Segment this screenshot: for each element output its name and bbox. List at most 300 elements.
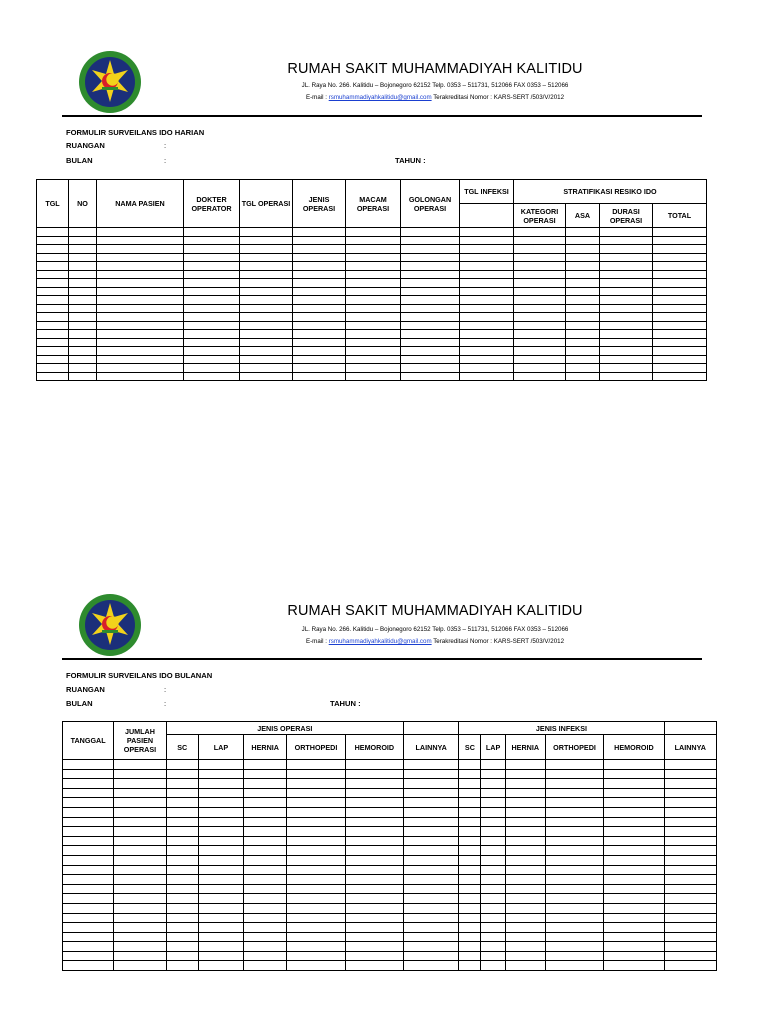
blank-cell[interactable]	[293, 287, 346, 296]
blank-cell[interactable]	[244, 875, 287, 885]
blank-cell[interactable]	[545, 942, 603, 952]
blank-cell[interactable]	[505, 894, 545, 904]
blank-cell[interactable]	[460, 321, 514, 330]
blank-cell[interactable]	[545, 932, 603, 942]
blank-cell[interactable]	[481, 760, 505, 770]
blank-cell[interactable]	[184, 279, 240, 288]
blank-cell[interactable]	[114, 817, 166, 827]
blank-cell[interactable]	[505, 875, 545, 885]
blank-cell[interactable]	[653, 355, 707, 364]
blank-cell[interactable]	[293, 245, 346, 254]
blank-cell[interactable]	[287, 779, 345, 789]
blank-cell[interactable]	[481, 779, 505, 789]
blank-cell[interactable]	[401, 330, 460, 339]
blank-cell[interactable]	[346, 364, 401, 373]
blank-cell[interactable]	[287, 798, 345, 808]
blank-cell[interactable]	[287, 894, 345, 904]
blank-cell[interactable]	[198, 903, 243, 913]
blank-cell[interactable]	[653, 347, 707, 356]
blank-cell[interactable]	[604, 788, 664, 798]
blank-cell[interactable]	[600, 304, 653, 313]
blank-cell[interactable]	[404, 913, 459, 923]
blank-cell[interactable]	[166, 894, 198, 904]
blank-cell[interactable]	[566, 364, 600, 373]
blank-cell[interactable]	[166, 855, 198, 865]
blank-cell[interactable]	[69, 313, 97, 322]
blank-cell[interactable]	[63, 846, 114, 856]
blank-cell[interactable]	[244, 865, 287, 875]
blank-cell[interactable]	[481, 951, 505, 961]
blank-cell[interactable]	[514, 236, 566, 245]
blank-cell[interactable]	[600, 364, 653, 373]
blank-cell[interactable]	[346, 304, 401, 313]
blank-cell[interactable]	[184, 228, 240, 237]
blank-cell[interactable]	[293, 262, 346, 271]
blank-cell[interactable]	[653, 228, 707, 237]
blank-cell[interactable]	[240, 330, 293, 339]
blank-cell[interactable]	[460, 245, 514, 254]
blank-cell[interactable]	[293, 330, 346, 339]
blank-cell[interactable]	[404, 942, 459, 952]
blank-cell[interactable]	[37, 321, 69, 330]
blank-cell[interactable]	[514, 287, 566, 296]
blank-cell[interactable]	[481, 884, 505, 894]
blank-cell[interactable]	[401, 304, 460, 313]
blank-cell[interactable]	[653, 330, 707, 339]
blank-cell[interactable]	[459, 913, 481, 923]
blank-cell[interactable]	[566, 262, 600, 271]
blank-cell[interactable]	[514, 253, 566, 262]
blank-cell[interactable]	[545, 827, 603, 837]
blank-cell[interactable]	[600, 262, 653, 271]
blank-cell[interactable]	[505, 855, 545, 865]
blank-cell[interactable]	[97, 228, 184, 237]
blank-cell[interactable]	[244, 788, 287, 798]
blank-cell[interactable]	[37, 253, 69, 262]
blank-cell[interactable]	[69, 338, 97, 347]
blank-cell[interactable]	[460, 313, 514, 322]
blank-cell[interactable]	[345, 798, 403, 808]
blank-cell[interactable]	[287, 923, 345, 933]
blank-cell[interactable]	[545, 903, 603, 913]
blank-cell[interactable]	[653, 313, 707, 322]
blank-cell[interactable]	[114, 807, 166, 817]
blank-cell[interactable]	[240, 364, 293, 373]
blank-cell[interactable]	[481, 942, 505, 952]
blank-cell[interactable]	[604, 855, 664, 865]
blank-cell[interactable]	[97, 321, 184, 330]
blank-cell[interactable]	[69, 270, 97, 279]
blank-cell[interactable]	[505, 769, 545, 779]
blank-cell[interactable]	[653, 262, 707, 271]
blank-cell[interactable]	[401, 262, 460, 271]
blank-cell[interactable]	[481, 817, 505, 827]
blank-cell[interactable]	[604, 894, 664, 904]
blank-cell[interactable]	[293, 270, 346, 279]
blank-cell[interactable]	[244, 827, 287, 837]
blank-cell[interactable]	[293, 364, 346, 373]
blank-cell[interactable]	[63, 875, 114, 885]
email-link[interactable]: rsmuhammadiyahkalitidu@gmail.com	[328, 94, 432, 101]
blank-cell[interactable]	[244, 961, 287, 971]
blank-cell[interactable]	[37, 279, 69, 288]
blank-cell[interactable]	[653, 287, 707, 296]
blank-cell[interactable]	[566, 372, 600, 381]
blank-cell[interactable]	[481, 855, 505, 865]
blank-cell[interactable]	[545, 875, 603, 885]
blank-cell[interactable]	[505, 807, 545, 817]
blank-cell[interactable]	[664, 798, 716, 808]
blank-cell[interactable]	[600, 287, 653, 296]
blank-cell[interactable]	[401, 296, 460, 305]
blank-cell[interactable]	[184, 296, 240, 305]
blank-cell[interactable]	[404, 855, 459, 865]
blank-cell[interactable]	[566, 313, 600, 322]
blank-cell[interactable]	[401, 321, 460, 330]
blank-cell[interactable]	[37, 228, 69, 237]
blank-cell[interactable]	[345, 769, 403, 779]
blank-cell[interactable]	[566, 338, 600, 347]
blank-cell[interactable]	[459, 894, 481, 904]
blank-cell[interactable]	[514, 245, 566, 254]
blank-cell[interactable]	[287, 817, 345, 827]
blank-cell[interactable]	[566, 287, 600, 296]
blank-cell[interactable]	[345, 836, 403, 846]
blank-cell[interactable]	[240, 279, 293, 288]
blank-cell[interactable]	[514, 372, 566, 381]
blank-cell[interactable]	[404, 836, 459, 846]
blank-cell[interactable]	[404, 798, 459, 808]
blank-cell[interactable]	[600, 372, 653, 381]
blank-cell[interactable]	[184, 313, 240, 322]
blank-cell[interactable]	[664, 923, 716, 933]
blank-cell[interactable]	[114, 846, 166, 856]
blank-cell[interactable]	[459, 932, 481, 942]
blank-cell[interactable]	[505, 798, 545, 808]
blank-cell[interactable]	[664, 855, 716, 865]
blank-cell[interactable]	[505, 836, 545, 846]
blank-cell[interactable]	[184, 330, 240, 339]
blank-cell[interactable]	[166, 923, 198, 933]
blank-cell[interactable]	[198, 855, 243, 865]
blank-cell[interactable]	[184, 287, 240, 296]
blank-cell[interactable]	[346, 330, 401, 339]
blank-cell[interactable]	[287, 875, 345, 885]
blank-cell[interactable]	[345, 865, 403, 875]
blank-cell[interactable]	[114, 875, 166, 885]
blank-cell[interactable]	[401, 338, 460, 347]
blank-cell[interactable]	[514, 330, 566, 339]
blank-cell[interactable]	[345, 817, 403, 827]
blank-cell[interactable]	[566, 321, 600, 330]
blank-cell[interactable]	[97, 364, 184, 373]
blank-cell[interactable]	[345, 760, 403, 770]
blank-cell[interactable]	[460, 355, 514, 364]
blank-cell[interactable]	[97, 262, 184, 271]
blank-cell[interactable]	[653, 321, 707, 330]
blank-cell[interactable]	[240, 347, 293, 356]
blank-cell[interactable]	[481, 923, 505, 933]
blank-cell[interactable]	[166, 875, 198, 885]
blank-cell[interactable]	[346, 313, 401, 322]
blank-cell[interactable]	[505, 913, 545, 923]
blank-cell[interactable]	[664, 807, 716, 817]
blank-cell[interactable]	[545, 961, 603, 971]
blank-cell[interactable]	[97, 245, 184, 254]
blank-cell[interactable]	[345, 884, 403, 894]
blank-cell[interactable]	[664, 884, 716, 894]
blank-cell[interactable]	[653, 253, 707, 262]
blank-cell[interactable]	[600, 347, 653, 356]
blank-cell[interactable]	[63, 779, 114, 789]
blank-cell[interactable]	[401, 228, 460, 237]
blank-cell[interactable]	[37, 287, 69, 296]
blank-cell[interactable]	[459, 788, 481, 798]
blank-cell[interactable]	[401, 270, 460, 279]
blank-cell[interactable]	[287, 855, 345, 865]
blank-cell[interactable]	[69, 330, 97, 339]
blank-cell[interactable]	[401, 236, 460, 245]
blank-cell[interactable]	[459, 760, 481, 770]
blank-cell[interactable]	[198, 913, 243, 923]
blank-cell[interactable]	[240, 245, 293, 254]
blank-cell[interactable]	[505, 817, 545, 827]
blank-cell[interactable]	[545, 846, 603, 856]
blank-cell[interactable]	[37, 364, 69, 373]
blank-cell[interactable]	[287, 961, 345, 971]
blank-cell[interactable]	[653, 304, 707, 313]
blank-cell[interactable]	[63, 865, 114, 875]
blank-cell[interactable]	[37, 304, 69, 313]
blank-cell[interactable]	[404, 788, 459, 798]
blank-cell[interactable]	[346, 236, 401, 245]
blank-cell[interactable]	[198, 769, 243, 779]
blank-cell[interactable]	[604, 865, 664, 875]
blank-cell[interactable]	[346, 245, 401, 254]
blank-cell[interactable]	[664, 827, 716, 837]
blank-cell[interactable]	[404, 817, 459, 827]
blank-cell[interactable]	[114, 760, 166, 770]
blank-cell[interactable]	[604, 923, 664, 933]
blank-cell[interactable]	[481, 961, 505, 971]
blank-cell[interactable]	[401, 287, 460, 296]
blank-cell[interactable]	[545, 951, 603, 961]
blank-cell[interactable]	[514, 347, 566, 356]
blank-cell[interactable]	[37, 372, 69, 381]
blank-cell[interactable]	[240, 236, 293, 245]
blank-cell[interactable]	[545, 788, 603, 798]
blank-cell[interactable]	[460, 364, 514, 373]
blank-cell[interactable]	[240, 321, 293, 330]
blank-cell[interactable]	[69, 279, 97, 288]
blank-cell[interactable]	[240, 304, 293, 313]
blank-cell[interactable]	[287, 865, 345, 875]
blank-cell[interactable]	[404, 903, 459, 913]
blank-cell[interactable]	[404, 884, 459, 894]
blank-cell[interactable]	[346, 228, 401, 237]
blank-cell[interactable]	[566, 296, 600, 305]
blank-cell[interactable]	[184, 262, 240, 271]
blank-cell[interactable]	[653, 372, 707, 381]
blank-cell[interactable]	[404, 894, 459, 904]
blank-cell[interactable]	[198, 894, 243, 904]
blank-cell[interactable]	[69, 236, 97, 245]
blank-cell[interactable]	[345, 788, 403, 798]
blank-cell[interactable]	[240, 338, 293, 347]
blank-cell[interactable]	[459, 855, 481, 865]
blank-cell[interactable]	[184, 338, 240, 347]
blank-cell[interactable]	[166, 827, 198, 837]
blank-cell[interactable]	[600, 330, 653, 339]
blank-cell[interactable]	[545, 798, 603, 808]
blank-cell[interactable]	[63, 942, 114, 952]
blank-cell[interactable]	[459, 807, 481, 817]
blank-cell[interactable]	[481, 827, 505, 837]
blank-cell[interactable]	[198, 827, 243, 837]
blank-cell[interactable]	[63, 769, 114, 779]
blank-cell[interactable]	[460, 287, 514, 296]
blank-cell[interactable]	[198, 798, 243, 808]
blank-cell[interactable]	[404, 923, 459, 933]
blank-cell[interactable]	[505, 923, 545, 933]
blank-cell[interactable]	[198, 760, 243, 770]
blank-cell[interactable]	[198, 961, 243, 971]
blank-cell[interactable]	[114, 855, 166, 865]
blank-cell[interactable]	[293, 304, 346, 313]
blank-cell[interactable]	[244, 894, 287, 904]
blank-cell[interactable]	[287, 760, 345, 770]
blank-cell[interactable]	[97, 330, 184, 339]
blank-cell[interactable]	[114, 884, 166, 894]
blank-cell[interactable]	[63, 807, 114, 817]
blank-cell[interactable]	[287, 951, 345, 961]
blank-cell[interactable]	[63, 855, 114, 865]
blank-cell[interactable]	[460, 347, 514, 356]
blank-cell[interactable]	[459, 817, 481, 827]
blank-cell[interactable]	[346, 262, 401, 271]
blank-cell[interactable]	[293, 279, 346, 288]
blank-cell[interactable]	[240, 372, 293, 381]
blank-cell[interactable]	[198, 779, 243, 789]
blank-cell[interactable]	[37, 338, 69, 347]
blank-cell[interactable]	[459, 865, 481, 875]
blank-cell[interactable]	[566, 347, 600, 356]
blank-cell[interactable]	[69, 347, 97, 356]
blank-cell[interactable]	[63, 827, 114, 837]
blank-cell[interactable]	[481, 865, 505, 875]
blank-cell[interactable]	[604, 951, 664, 961]
blank-cell[interactable]	[63, 903, 114, 913]
blank-cell[interactable]	[69, 372, 97, 381]
blank-cell[interactable]	[404, 865, 459, 875]
blank-cell[interactable]	[459, 951, 481, 961]
blank-cell[interactable]	[198, 836, 243, 846]
blank-cell[interactable]	[346, 372, 401, 381]
blank-cell[interactable]	[244, 932, 287, 942]
blank-cell[interactable]	[346, 279, 401, 288]
blank-cell[interactable]	[69, 287, 97, 296]
blank-cell[interactable]	[97, 347, 184, 356]
blank-cell[interactable]	[114, 827, 166, 837]
blank-cell[interactable]	[545, 884, 603, 894]
blank-cell[interactable]	[459, 961, 481, 971]
blank-cell[interactable]	[240, 262, 293, 271]
blank-cell[interactable]	[69, 262, 97, 271]
blank-cell[interactable]	[166, 798, 198, 808]
blank-cell[interactable]	[505, 932, 545, 942]
blank-cell[interactable]	[184, 253, 240, 262]
blank-cell[interactable]	[244, 884, 287, 894]
blank-cell[interactable]	[345, 951, 403, 961]
blank-cell[interactable]	[166, 817, 198, 827]
blank-cell[interactable]	[240, 253, 293, 262]
blank-cell[interactable]	[653, 245, 707, 254]
blank-cell[interactable]	[401, 253, 460, 262]
blank-cell[interactable]	[514, 355, 566, 364]
blank-cell[interactable]	[244, 836, 287, 846]
blank-cell[interactable]	[114, 903, 166, 913]
blank-cell[interactable]	[37, 347, 69, 356]
blank-cell[interactable]	[198, 951, 243, 961]
blank-cell[interactable]	[287, 846, 345, 856]
blank-cell[interactable]	[664, 788, 716, 798]
blank-cell[interactable]	[293, 253, 346, 262]
blank-cell[interactable]	[346, 287, 401, 296]
blank-cell[interactable]	[545, 913, 603, 923]
blank-cell[interactable]	[653, 279, 707, 288]
blank-cell[interactable]	[166, 913, 198, 923]
blank-cell[interactable]	[345, 807, 403, 817]
blank-cell[interactable]	[404, 827, 459, 837]
blank-cell[interactable]	[184, 304, 240, 313]
blank-cell[interactable]	[566, 253, 600, 262]
blank-cell[interactable]	[198, 884, 243, 894]
blank-cell[interactable]	[664, 961, 716, 971]
blank-cell[interactable]	[63, 951, 114, 961]
blank-cell[interactable]	[244, 846, 287, 856]
blank-cell[interactable]	[459, 903, 481, 913]
blank-cell[interactable]	[460, 338, 514, 347]
blank-cell[interactable]	[460, 253, 514, 262]
blank-cell[interactable]	[600, 355, 653, 364]
blank-cell[interactable]	[114, 769, 166, 779]
blank-cell[interactable]	[653, 338, 707, 347]
blank-cell[interactable]	[244, 769, 287, 779]
blank-cell[interactable]	[505, 865, 545, 875]
blank-cell[interactable]	[166, 769, 198, 779]
blank-cell[interactable]	[514, 304, 566, 313]
blank-cell[interactable]	[293, 228, 346, 237]
blank-cell[interactable]	[346, 253, 401, 262]
blank-cell[interactable]	[604, 817, 664, 827]
blank-cell[interactable]	[481, 836, 505, 846]
blank-cell[interactable]	[459, 798, 481, 808]
blank-cell[interactable]	[566, 279, 600, 288]
blank-cell[interactable]	[69, 364, 97, 373]
blank-cell[interactable]	[166, 779, 198, 789]
blank-cell[interactable]	[37, 245, 69, 254]
blank-cell[interactable]	[404, 875, 459, 885]
blank-cell[interactable]	[664, 913, 716, 923]
blank-cell[interactable]	[514, 296, 566, 305]
blank-cell[interactable]	[505, 961, 545, 971]
blank-cell[interactable]	[63, 923, 114, 933]
blank-cell[interactable]	[460, 270, 514, 279]
blank-cell[interactable]	[459, 875, 481, 885]
blank-cell[interactable]	[244, 903, 287, 913]
blank-cell[interactable]	[653, 364, 707, 373]
blank-cell[interactable]	[604, 836, 664, 846]
